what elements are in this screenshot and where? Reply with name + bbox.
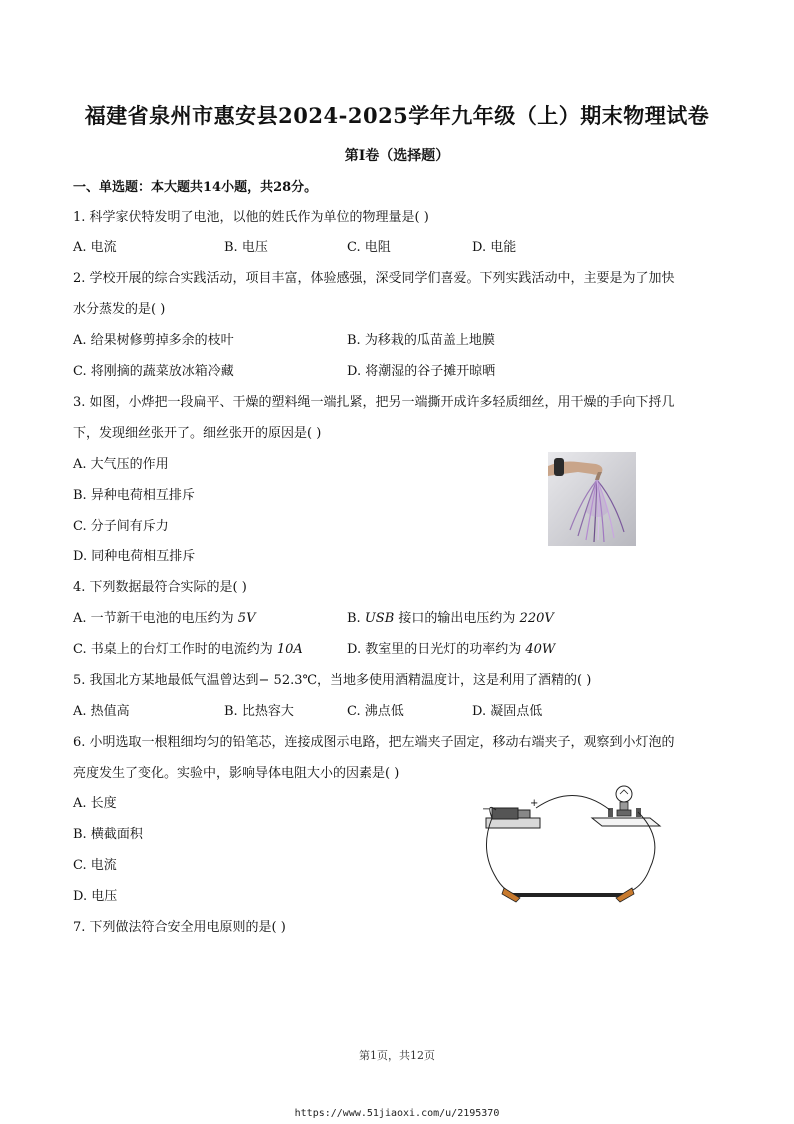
question-1-option-d: D. 电能 (472, 240, 517, 255)
question-2-option-d: D. 将潮湿的谷子摊开晾晒 (347, 364, 496, 379)
question-4-option-d (347, 638, 555, 657)
question-7-stem: 7. 下列做法符合安全用电原则的是( ) (73, 920, 286, 935)
battery-plus-sign: + (530, 798, 539, 809)
question-4-option-c-value: 10A (276, 642, 303, 657)
question-3-option-b: B. 异种电荷相互排斥 (73, 488, 195, 503)
question-4-option-d-text: D. 教室里的日光灯的功率约为 (347, 642, 522, 657)
source-watermark: https://www.51jiaoxi.com/u/2195370 (294, 1108, 500, 1119)
question-4-stem: 4. 下列数据最符合实际的是( ) (73, 580, 247, 595)
question-4-option-d-value: 40W (525, 642, 556, 657)
question-4-option-b-usb: USB (364, 611, 395, 626)
battery-minus-sign: − (482, 804, 491, 815)
question-2-stem-line-2: 水分蒸发的是( ) (73, 302, 166, 317)
question-6-option-b: B. 横截面积 (73, 827, 143, 842)
question-4-option-b-label: B. (347, 611, 361, 626)
question-2-option-a: A. 给果树修剪掉多余的枝叶 (73, 333, 234, 348)
question-5-option-d: D. 凝固点低 (472, 704, 543, 719)
section-heading: 一、单选题：本大题共14小题，共28分。 (73, 180, 318, 195)
question-5-option-a: A. 热值高 (73, 704, 130, 719)
question-3-stem-line-1: 3. 如图，小烨把一段扁平、干燥的塑料绳一端扎紧，把另一端撕开成许多轻质细丝，用干燥的手向下捋几 (73, 395, 675, 410)
question-6-stem-line-2: 亮度发生了变化。实验中，影响导体电阻大小的因素是( ) (73, 766, 400, 781)
question-1-option-c: C. 电阻 (347, 240, 391, 255)
question-2-stem-line-1: 2. 学校开展的综合实践活动，项目丰富，体验感强，深受同学们喜爱。下列实践活动中，主要是为了加快 (73, 271, 675, 286)
question-5-option-c: C. 沸点低 (347, 704, 404, 719)
question-5-stem: 5. 我国北方某地最低气温曾达到− 52.3℃，当地多使用酒精温度计，这是利用了酒精的( ) (73, 673, 592, 688)
circuit-diagram (474, 778, 664, 906)
question-4-option-c-text: C. 书桌上的台灯工作时的电流约为 (73, 642, 273, 657)
plastic-rope-photo (548, 452, 636, 546)
question-2-option-c: C. 将刚摘的蔬菜放冰箱冷藏 (73, 364, 234, 379)
question-6-option-a: A. 长度 (73, 796, 117, 811)
question-3-option-c: C. 分子间有斥力 (73, 519, 169, 534)
page-footer: 第1页，共12页 (359, 1049, 435, 1062)
question-4-option-a-text: A. 一节新干电池的电压约为 (73, 611, 234, 626)
question-4-option-c (73, 638, 303, 657)
question-3-option-d: D. 同种电荷相互排斥 (73, 549, 196, 564)
question-1-option-a: A. 电流 (73, 240, 117, 255)
question-1-stem: 1. 科学家伏特发明了电池，以他的姓氏作为单位的物理量是( ) (73, 210, 429, 225)
paper-subtitle: 第I卷（选择题） (344, 148, 450, 164)
question-4-option-b-text: 接口的输出电压约为 (398, 611, 516, 626)
question-5-option-b: B. 比热容大 (224, 704, 294, 719)
question-4-option-a (73, 607, 255, 626)
page-title: 福建省泉州市惠安县2024-2025学年九年级（上）期末物理试卷 (84, 103, 710, 128)
question-4-option-a-value: 5V (237, 611, 256, 626)
question-6-stem-line-1: 6. 小明选取一根粗细均匀的铅笔芯，连接成图示电路，把左端夹子固定，移动右端夹子，观察到小灯泡的 (73, 735, 675, 750)
question-4-option-b-value: 220V (519, 611, 554, 626)
question-3-stem-line-2: 下，发现细丝张开了。细丝张开的原因是( ) (73, 426, 322, 441)
question-2-option-b: B. 为移栽的瓜苗盖上地膜 (347, 333, 495, 348)
question-4-option-b (347, 607, 554, 626)
question-6-option-c: C. 电流 (73, 858, 117, 873)
question-6-option-d: D. 电压 (73, 889, 118, 904)
question-1-option-b: B. 电压 (224, 240, 268, 255)
question-3-option-a: A. 大气压的作用 (73, 457, 169, 472)
